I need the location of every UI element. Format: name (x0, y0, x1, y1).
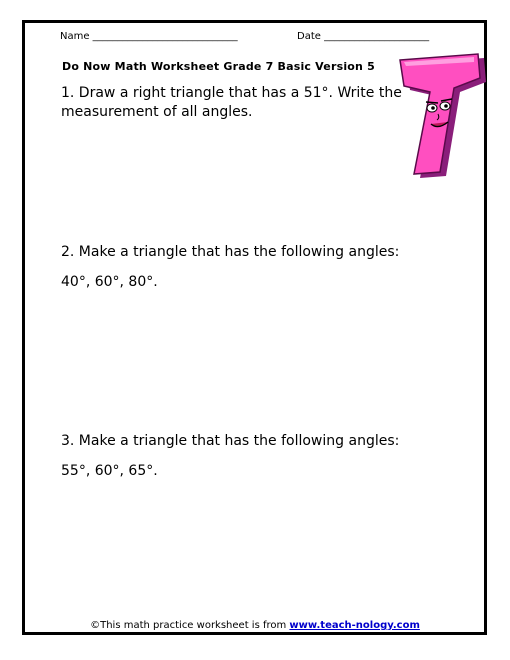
name-line: Name _____________________________ (60, 31, 238, 42)
worksheet-title: Do Now Math Worksheet Grade 7 Basic Version 5 (62, 60, 375, 73)
footer-text: ©This math practice worksheet is from (90, 620, 290, 631)
question-3-line-2: 55°, 60°, 65°. (61, 463, 158, 479)
question-2-line-2: 40°, 60°, 80°. (61, 274, 158, 290)
question-1-line-2: measurement of all angles. (61, 104, 253, 120)
teach-nology-link[interactable]: www.teach-nology.com (289, 620, 420, 631)
question-3 (61, 426, 399, 486)
question-1 (61, 84, 402, 122)
question-1-line-1: 1. Draw a right triangle that has a 51°. Write the (61, 85, 402, 101)
number-seven-cartoon-icon (390, 50, 490, 180)
question-2 (61, 237, 399, 297)
date-line: Date _____________________ (297, 31, 430, 42)
question-3-line-1: 3. Make a triangle that has the following angles: (61, 433, 400, 449)
footer (0, 620, 510, 631)
question-2-line-1: 2. Make a triangle that has the following angles: (61, 244, 400, 260)
